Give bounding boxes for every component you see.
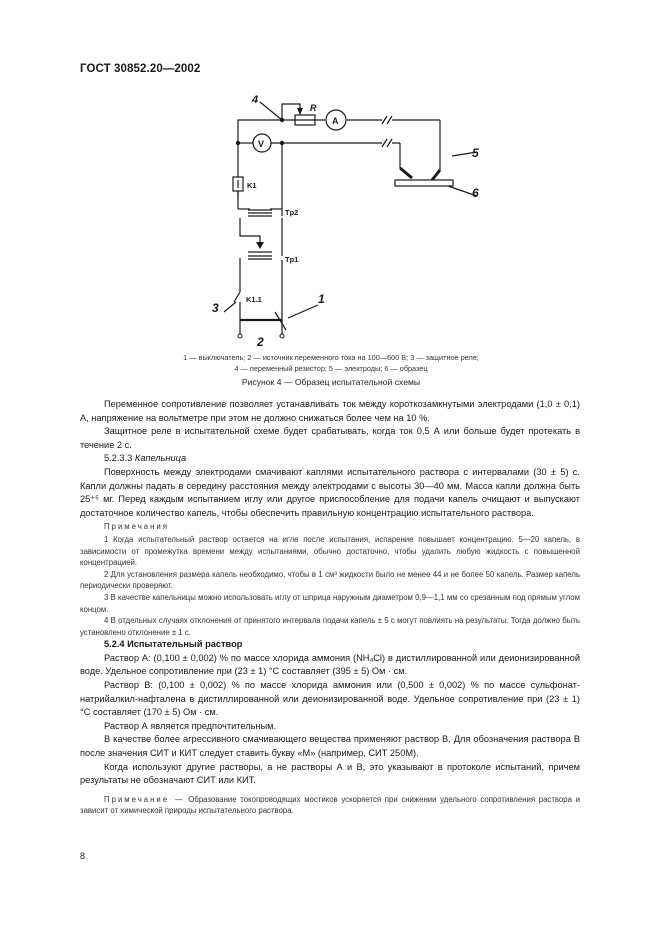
note-2: 2 Для установления размера капель необходимо, чтобы в 1 см³ жидкости было не менее 44 и не более 50 капель. Размер капель периодически проверяют. [80,569,580,591]
body-text [80,398,580,817]
label-r: R [310,103,317,113]
label-k1: K1 [247,181,257,190]
label-4: 4 [252,94,259,106]
label-a: A [332,116,339,126]
section-5-2-3-3: 5.2.3.3 Капельница [104,453,187,464]
paragraph-solution-b: Раствор В: (0,100 ± 0,002) % по массе хлорида аммония или (0,500 ± 0,002) % по массе сульфонат-натрийалкил-нафталена в дистиллированной или деионизированной воде. Удельное сопротивление при (23 ± 1) °С составляет (170 ± 5) Ом · см. [80,680,580,718]
paragraph-preferred: Раствор А является предпочтительным. [104,720,277,731]
section-5-2-4: 5.2.4 Испытательный раствор [104,639,243,650]
paragraph-relay: Защитное реле в испытательной схеме будет срабатывать, когда ток 0,5 А или больше будет протекать в течение 2 с. [80,426,580,450]
document-header: ГОСТ 30852.20—2002 [80,63,201,75]
label-k1-1: K1.1 [246,295,262,304]
page-number: 8 [80,851,86,861]
note-1: 1 Когда испытательный раствор остается на игле после испытания, испарение повышает концентрацию. 5—20 капель, в зависимости от промежутка времени между испытаниями, обычно достаточно, чтобы удалить любую жидкость с повышенной концентрацией. [80,534,580,568]
terminal-left [238,334,242,338]
figure-legend-line-1: 1 — выключатель; 2 — источник переменного тока на 100—600 В; 3 — защитное реле; [183,353,479,362]
final-note: Примечание — Образование токопроводящих мостиков ускоряется при снижении удельного сопротивления раствора и зависит от химической природы испытательного раствора. [80,794,580,816]
figure-caption: Рисунок 4 — Образец испытательной схемы [241,377,421,387]
label-2: 2 [257,335,264,349]
label-1: 1 [318,292,325,306]
label-3: 3 [212,301,219,315]
paragraph-solution-a: Раствор А: (0,100 ± 0,002) % по массе хлорида аммония (NH₄Cl) в дистиллированной или деионизированной воде. Удельное сопротивление при (23 ± 1) °С составляет (395 ± 5) Ом · см. [80,652,580,677]
test-circuit-diagram [0,0,661,380]
label-5: 5 [472,146,479,160]
paragraph-dropper: Поверхность между электродами смачивают каплями испытательного раствора с интервалами (30 ± 5) с. Капли должны падать в середину расстояния между электродами с высоты 30—40 мм. Масса капли должна быть 25⁺⁵ мг. Перед каждым испытанием иглу или другое приспособление для подачи капель очищают и выпускают достаточное количество капель, чтобы обеспечить правильную концентрацию испытательного раствора. [80,466,580,518]
paragraph-current: Переменное сопротивление позволяет устанавливать ток между короткозамкнутыми электродами (1,0 ± 0,1) А, напряжение на вольтметре при этом не должно снижаться более чем на 10 %. [80,399,580,423]
specimen [395,180,453,186]
label-tp1: Tp1 [285,255,299,264]
label-tp2: Tp2 [285,208,299,217]
label-v: V [258,139,265,149]
paragraph-other-solutions: Когда используют другие растворы, а не растворы А и В, это указывают в протоколе испытаний, причем результаты не обозначают СИТ или КИТ. [80,761,580,786]
figure-legend-line-2: 4 — переменный резистор; 5 — электроды; 6 — образец [234,364,428,373]
paragraph-aggressive: В качестве более агрессивного смачивающего вещества применяют раствор В. Для обозначения раствора В после значения СИТ и КИТ следует ставить букву «М» (например, СИТ 250М). [80,734,580,759]
label-6: 6 [472,186,479,200]
notes-heading: Примечания [104,522,170,532]
terminal-right [280,334,284,338]
note-4: 4 В отдельных случаях отклонения от принятого интервала подачи капель ± 5 с могут повлиять на результаты. Тогда должно быть установлено отклонение ± 1 с. [80,616,580,637]
note-3: 3 В качестве капельницы можно использовать иглу от шприца наружным диаметром 0,9—1,1 мм со срезанным под прямым углом концом. [80,592,580,614]
